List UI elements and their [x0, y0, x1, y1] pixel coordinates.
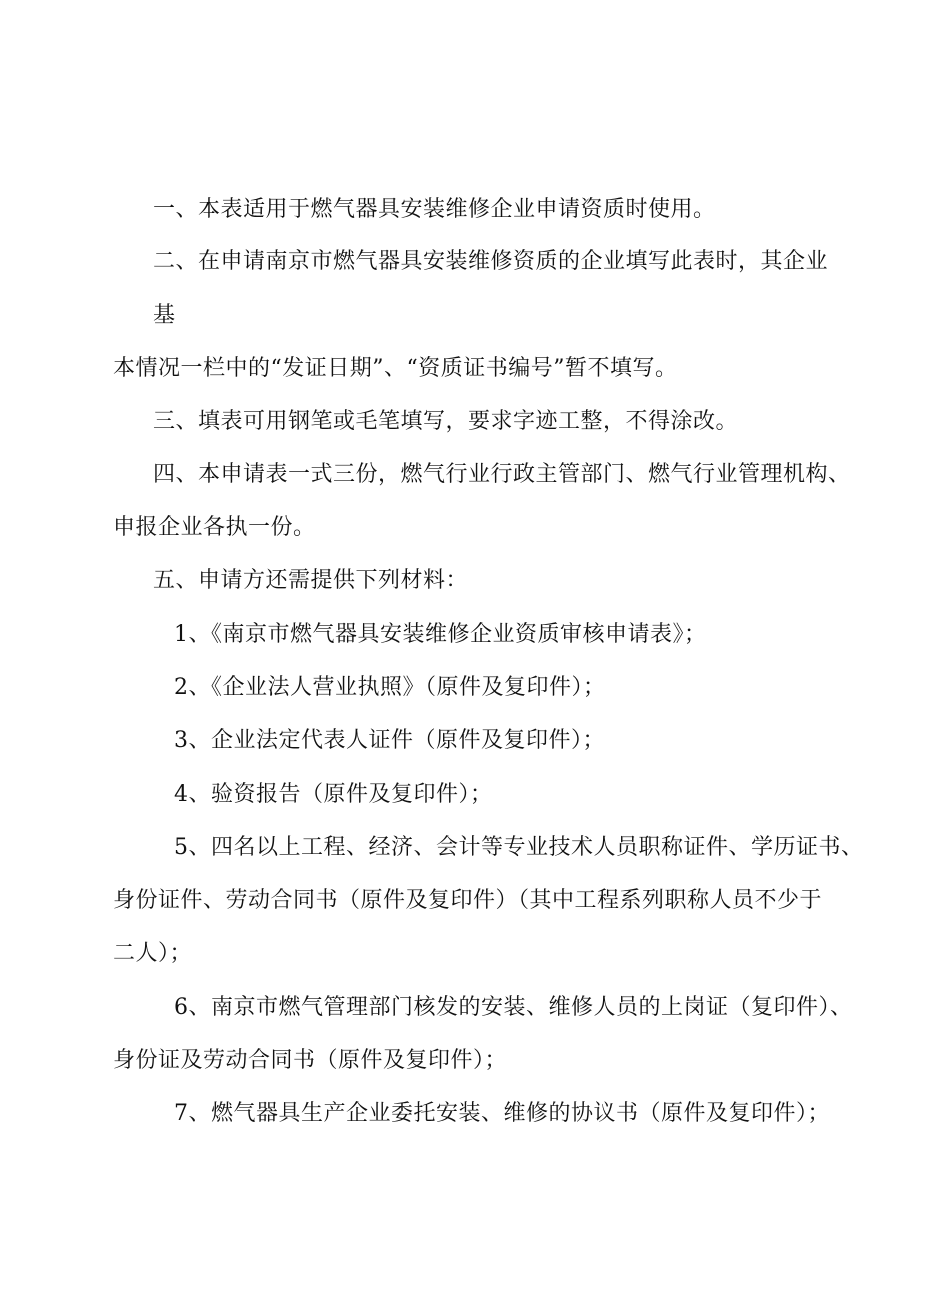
material-2: 2、《企业法人营业执照》（原件及复印件）； [174, 675, 606, 700]
item-1-text: 一、本表适用于燃气器具安装维修企业申请资质时使用。 [153, 197, 716, 222]
material-6: 6、南京市燃气管理部门核发的安装、维修人员的上岗证（复印件）、 [174, 995, 853, 1020]
material-3: 3、企业法定代表人证件（原件及复印件）； [174, 728, 605, 753]
item-2-text: 二、在申请南京市燃气器具安装维修资质的企业填写此表时，其企业 [153, 249, 829, 274]
material-5: 5、四名以上工程、经济、会计等专业技术人员职称证件、学历证书、 [174, 835, 864, 860]
material-5-continued: 身份证件、劳动合同书（原件及复印件）（其中工程系列职称人员不少于 [113, 888, 823, 913]
item-2-text-continued: 本情况一栏中的“发证日期”、“资质证书编号”暂不填写。 [113, 356, 678, 381]
material-1: 1、《南京市燃气器具安装维修企业资质审核申请表》； [174, 622, 707, 647]
item-5-heading: 五、申请方还需提供下列材料： [153, 568, 469, 593]
material-6-continued: 身份证及劳动合同书（原件及复印件）； [113, 1048, 508, 1073]
item-2-text-wrap: 基 [153, 303, 176, 328]
material-7: 7、燃气器具生产企业委托安装、维修的协议书（原件及复印件）； [174, 1101, 830, 1126]
material-5-continued-2: 二人）； [113, 941, 193, 966]
item-4-text: 四、本申请表一式三份，燃气行业行政主管部门、燃气行业管理机构、 [153, 462, 851, 487]
material-4: 4、验资报告（原件及复印件）； [174, 782, 493, 807]
item-3-text: 三、填表可用钢笔或毛笔填写，要求字迹工整，不得涂改。 [153, 409, 739, 434]
item-4-text-continued: 申报企业各执一份。 [113, 515, 316, 540]
